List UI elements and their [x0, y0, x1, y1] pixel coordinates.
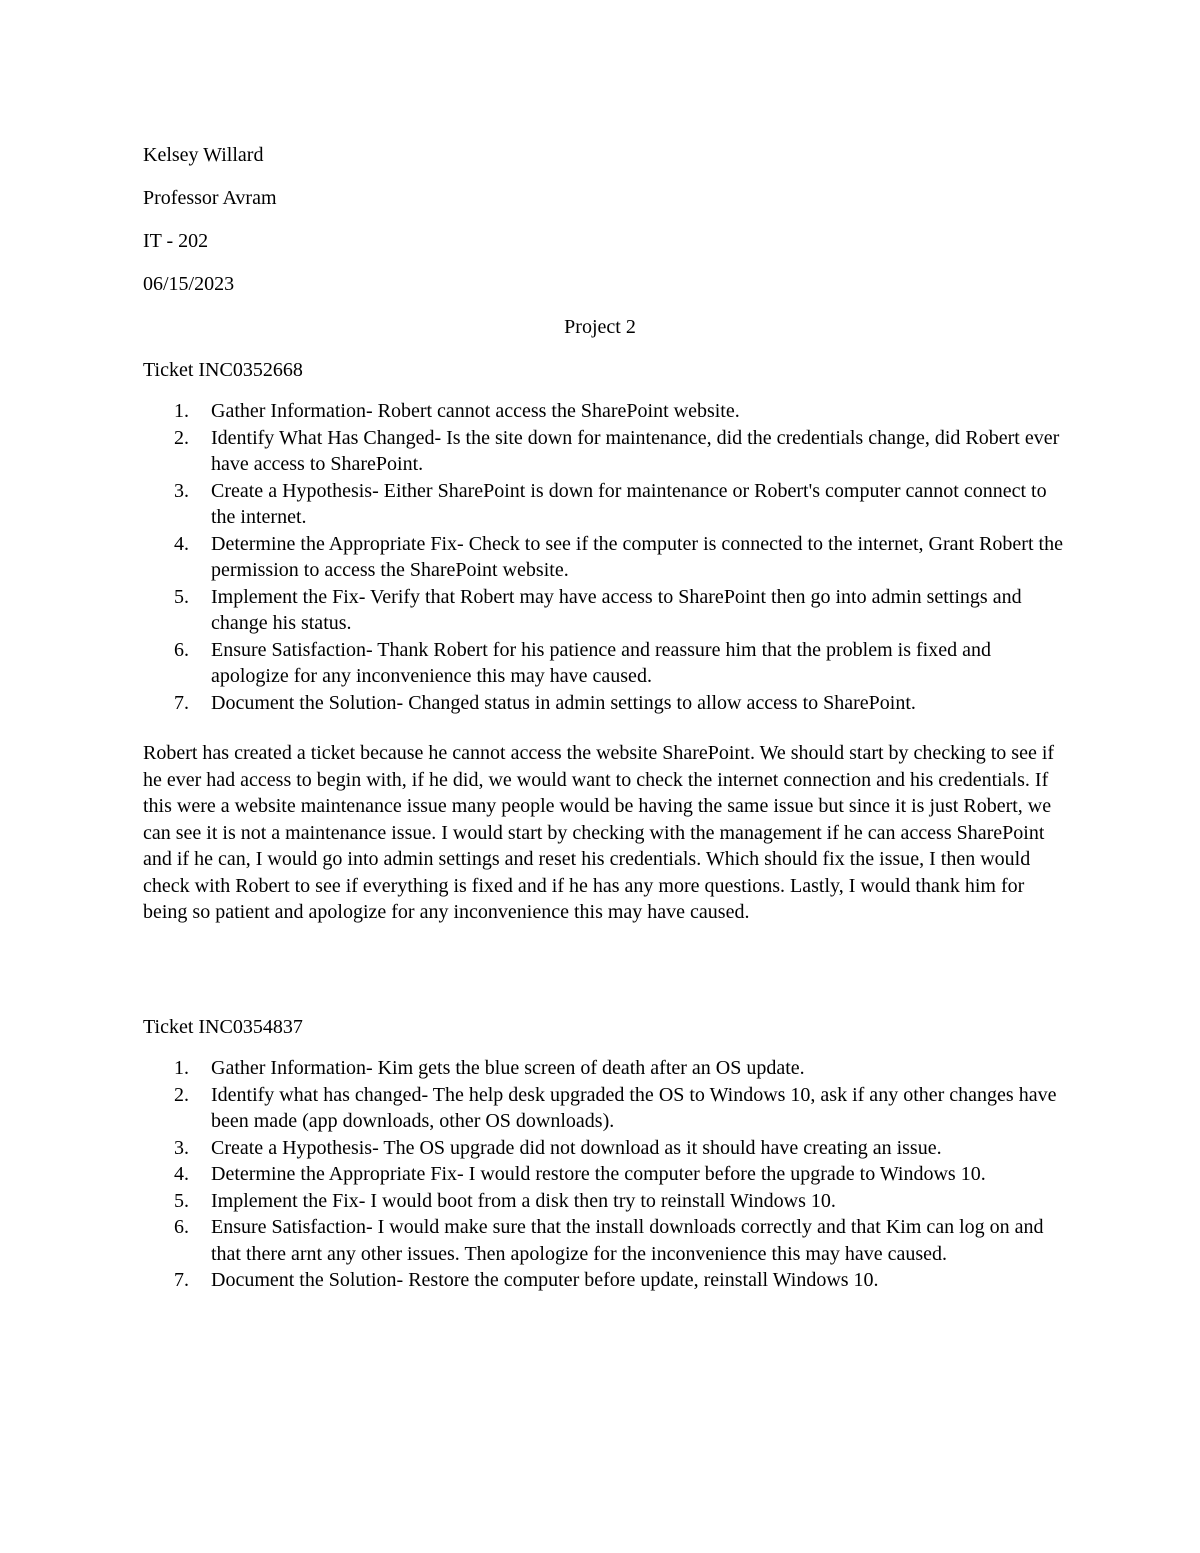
- step-text: Implement the Fix- Verify that Robert may have access to SharePoint then go into admin settings and change his status.: [211, 585, 1022, 634]
- step-number: 4.: [174, 532, 189, 555]
- step-text: Determine the Appropriate Fix- I would restore the computer before the upgrade to Windows 10.: [211, 1163, 986, 1185]
- course-code: IT - 202: [143, 230, 209, 252]
- list-item: [143, 1161, 1063, 1188]
- step-number: 6.: [174, 1216, 189, 1238]
- ticket-1-steps: [143, 398, 1063, 716]
- step-number: 5.: [174, 585, 189, 608]
- list-item: [143, 1267, 1063, 1294]
- author-name: Kelsey Willard: [143, 144, 264, 166]
- step-text: Create a Hypothesis- The OS upgrade did not download as it should have creating an issue.: [211, 1136, 942, 1159]
- list-item: [143, 1082, 1063, 1135]
- ticket-2-heading: Ticket INC0354837: [143, 1016, 303, 1038]
- step-number: 1.: [174, 1057, 189, 1079]
- document-title: Project 2: [564, 316, 636, 338]
- step-text: Determine the Appropriate Fix- Check to see if the computer is connected to the internet, Grant Robert the permission to access the SharePoint website.: [211, 532, 1063, 581]
- list-item: [143, 531, 1063, 584]
- list-item: [143, 1135, 1063, 1162]
- step-number: 7.: [174, 691, 189, 714]
- step-text: Create a Hypothesis- Either SharePoint is down for maintenance or Robert's computer cannot connect to the internet.: [211, 479, 1047, 528]
- list-item: [143, 584, 1063, 637]
- list-item: [143, 478, 1063, 531]
- list-item: [143, 637, 1063, 690]
- document-title-row: [0, 314, 1200, 341]
- professor-name: Professor Avram: [143, 187, 277, 209]
- step-number: 2.: [174, 1083, 189, 1106]
- ticket-1-discussion: Robert has created a ticket because he cannot access the website SharePoint. We should start by checking to see if he ever had access to begin with, if he did, we would want to check the internet connection and his credentials. If this were a website maintenance issue many people would be having the same issue but since it is just Robert, we can see it is not a maintenance issue. I would start by checking with the management if he can access SharePoint and if he can, I would go into admin settings and reset his credentials. Which should fix the issue, I then would check with Robert to see if everything is fixed and if he has any more questions. Lastly, I would thank him for being so patient and apologize for any inconvenience this may have caused.: [143, 742, 1055, 923]
- step-text: Implement the Fix- I would boot from a disk then try to reinstall Windows 10.: [211, 1189, 836, 1212]
- step-number: 3.: [174, 1136, 189, 1159]
- list-item: [143, 1055, 1063, 1082]
- list-item: [143, 1188, 1063, 1215]
- list-item: [143, 425, 1063, 478]
- ticket-2-steps: [143, 1055, 1063, 1294]
- document-date: 06/15/2023: [143, 273, 235, 295]
- list-item: [143, 398, 1063, 425]
- step-text: Gather Information- Kim gets the blue screen of death after an OS update.: [211, 1057, 805, 1079]
- step-text: Gather Information- Robert cannot access the SharePoint website.: [211, 400, 740, 422]
- step-text: Ensure Satisfaction- Thank Robert for his patience and reassure him that the problem is fixed and apologize for any inconvenience this may have caused.: [211, 638, 991, 687]
- step-text: Identify what has changed- The help desk upgraded the OS to Windows 10, ask if any other changes have been made (app downloads, other OS downloads).: [211, 1083, 1057, 1132]
- step-text: Document the Solution- Restore the computer before update, reinstall Windows 10.: [211, 1269, 879, 1291]
- list-item: [143, 690, 1063, 717]
- step-text: Identify What Has Changed- Is the site down for maintenance, did the credentials change, did Robert ever have access to SharePoint.: [211, 426, 1060, 475]
- step-number: 5.: [174, 1189, 189, 1212]
- list-item: [143, 1214, 1063, 1267]
- ticket-1-heading: Ticket INC0352668: [143, 359, 303, 381]
- step-number: 4.: [174, 1163, 189, 1185]
- step-number: 6.: [174, 638, 189, 661]
- step-number: 1.: [174, 400, 189, 422]
- step-text: Ensure Satisfaction- I would make sure that the install downloads correctly and that Kim can log on and that there arnt any other issues. Then apologize for the inconvenience this may have caused.: [211, 1216, 1044, 1265]
- step-number: 7.: [174, 1269, 189, 1291]
- step-number: 2.: [174, 426, 189, 449]
- step-number: 3.: [174, 479, 189, 502]
- step-text: Document the Solution- Changed status in admin settings to allow access to SharePoint.: [211, 691, 916, 714]
